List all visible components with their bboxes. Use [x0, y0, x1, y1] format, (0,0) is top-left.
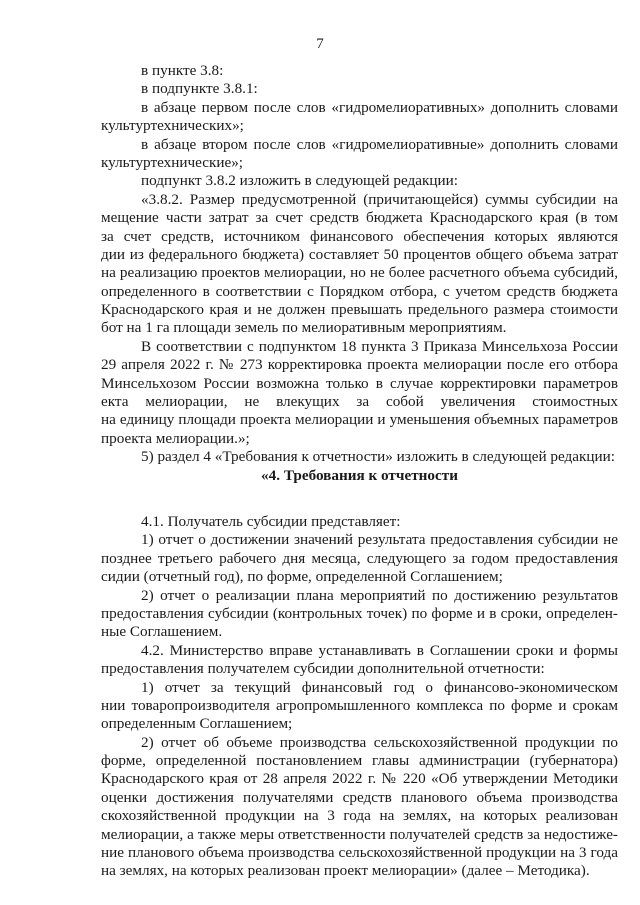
text-line: подпункт 3.8.2 изложить в следующей редакции:: [141, 172, 458, 190]
text-line: 2) отчет о реализации плана мероприятий по достижению результатов: [141, 586, 618, 604]
text-line: позднее третьего рабочего дня месяца, следующего за годом предоставления: [101, 549, 618, 567]
text-line: 4.1. Получатель субсидии представляет:: [141, 512, 401, 530]
text-line: определенного в соответствии с Порядком отбора, с учетом средств бюджета: [101, 282, 618, 300]
text-line: 5) раздел 4 «Требования к отчетности» изложить в следующей редакции:: [141, 448, 615, 466]
text-line: определенным Соглашением;: [101, 715, 293, 733]
text-line: нии товаропроизводителя агропромышленного комплекса по форме и срокам: [101, 696, 618, 714]
amendments-section: [101, 62, 618, 467]
text-line: 1) отчет за текущий финансовый год о финансово-экономическом: [141, 678, 618, 696]
document-body: [101, 62, 618, 881]
page-number: 7: [316, 36, 324, 52]
text-line: на реализацию проектов мелиорации, но не более расчетного объема субсидий,: [101, 264, 618, 282]
text-line: скохозяйственной продукции на 3 года на землях, на которых реализован: [101, 807, 618, 825]
text-line: на единицу площади проекта мелиорации и уменьшения объемных параметров: [101, 411, 618, 429]
text-line: мелиорации, а также меры ответственности получателей средств за недостиже-: [101, 825, 618, 843]
text-line: предоставления субсидии (контрольных точек) по форме и в сроки, определен-: [101, 604, 618, 622]
text-line: в абзаце втором после слов «гидромелиоративные» дополнить словами: [141, 135, 618, 153]
text-line: екта мелиорации, не влекущих за собой увеличения стоимостных: [101, 393, 618, 411]
text-line: за счет средств, источником финансового обеспечения которых являются: [101, 227, 618, 245]
text-line: 2) отчет об объеме производства сельскохозяйственной продукции по: [141, 733, 618, 751]
text-line: в абзаце первом после слов «гидромелиоративных» дополнить словами: [141, 98, 618, 116]
text-line: предоставления получателем субсидии дополнительной отчетности:: [101, 660, 545, 678]
text-line: бот на 1 га площади земель по мелиоративным мероприятиям.: [101, 319, 507, 337]
section-heading: «4. Требования к отчетности: [261, 466, 458, 484]
text-line: культуртехнических»;: [101, 117, 244, 135]
text-line: в подпункте 3.8.1:: [141, 80, 258, 98]
text-line: мещение части затрат за счет средств бюджета Краснодарского края (в том: [101, 209, 618, 227]
text-line: проекта мелиорации.»;: [101, 429, 250, 447]
text-line: В соответствии с подпунктом 18 пункта 3 Приказа Минсельхоза России: [141, 337, 618, 355]
text-line: дии из федерального бюджета) составляет 50 процентов общего объема затрат: [101, 245, 618, 263]
text-line: на землях, на которых реализован проект мелиорации» (далее – Методика).: [101, 862, 590, 880]
text-line: ние планового объема производства сельскохозяйственной продукции на 3 года: [101, 844, 618, 862]
text-line: оценки достижения получателями средств планового объема производства: [101, 788, 618, 806]
text-line: 4.2. Министерство вправе устанавливать в Соглашении сроки и формы: [141, 641, 618, 659]
text-line: 29 апреля 2022 г. № 273 корректировка проекта мелиорации после его отбора: [101, 356, 618, 374]
text-line: культуртехнические»;: [101, 153, 244, 171]
text-line: Минсельхозом России возможна только в случае корректировки параметров: [101, 374, 618, 392]
reporting-requirements-section: [101, 513, 618, 881]
heading-spacer: [101, 485, 618, 513]
text-line: 1) отчет о достижении значений результата предоставления субсидии не: [141, 531, 618, 549]
text-line: в пункте 3.8:: [141, 62, 224, 79]
text-line: форме, определенной постановлением главы администрации (губернатора): [101, 752, 618, 770]
text-line: Краснодарского края от 28 апреля 2022 г. № 220 «Об утверждении Методики: [101, 770, 618, 788]
text-line: «3.8.2. Размер предусмотренной (причитающейся) суммы субсидии на: [141, 190, 618, 208]
text-line: ные Соглашением.: [101, 623, 223, 641]
text-line: Краснодарского края и не должен превышать предельного размера стоимости: [101, 301, 618, 319]
text-line: сидии (отчетный год), по форме, определенной Соглашением;: [101, 568, 503, 586]
